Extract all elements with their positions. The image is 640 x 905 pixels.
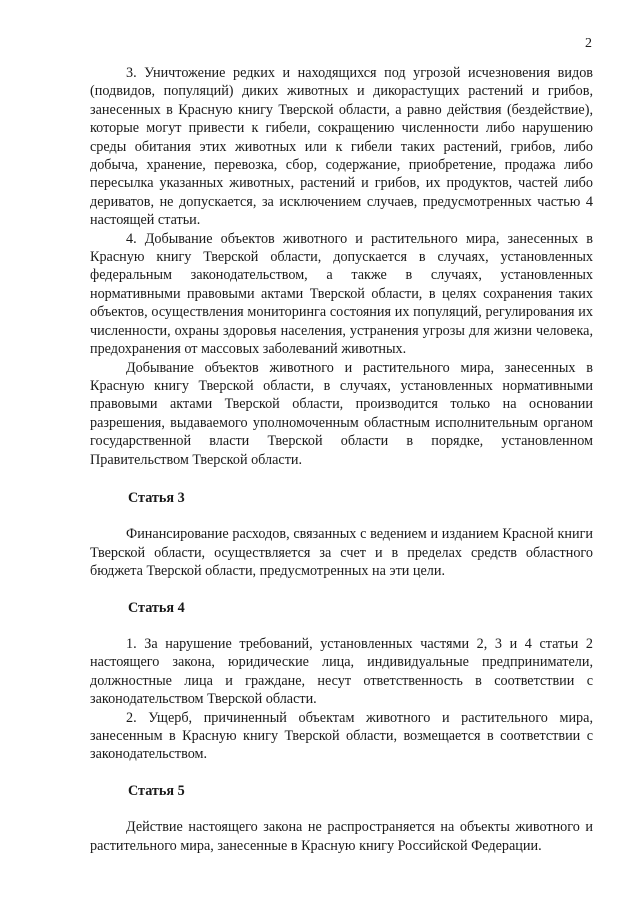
article-4-heading: Статья 4 (128, 599, 185, 616)
paragraph-3-1: Финансирование расходов, связанных с ведением и изданием Красной книги Тверской области, осуществляется за счет и в пределах средств областного бюджета Тверской области, предусмотренных на эти цели. (90, 526, 593, 580)
paragraph-2-4: 4. Добывание объектов животного и растительного мира, занесенных в Красную книгу Тверской области, допускается в случаях, установленных федеральным законодательством, а также в случаях, установленных нормативными правовыми актами Тверской области, в целях сохранения таких объектов, осуществления мониторинга состояния их популяций, регулирования их численности, охраны здоровья населения, устранения угрозы для жизни человека, предохранения от массовых заболеваний животных. (90, 230, 593, 358)
document-body (90, 64, 593, 855)
paragraph-4-1: 1. За нарушение требований, установленных частями 2, 3 и 4 статьи 2 настоящего закона, юридические лица, индивидуальные предприниматели, должностные лица и граждане, несут ответственность в соответствии с законодательством Тверской области. (90, 635, 593, 708)
article-3-heading: Статья 3 (128, 489, 185, 506)
paragraph-2-4-b: Добывание объектов животного и растительного мира, занесенных в Красную книгу Тверской области, в случаях, установленных нормативными правовыми актами Тверской области, производится только на основании разрешения, выдаваемого уполномоченным областным исполнительным органом государственной власти Тверской области в порядке, установленном Правительством Тверской области. (90, 359, 593, 468)
paragraph-5-1: Действие настоящего закона не распространяется на объекты животного и растительного мира, занесенные в Красную книгу Российской Федерации. (90, 819, 593, 854)
article-5-heading: Статья 5 (128, 782, 185, 799)
paragraph-2-3: 3. Уничтожение редких и находящихся под угрозой исчезновения видов (подвидов, популяций) диких животных и дикорастущих растений и грибов, занесенных в Красную книгу Тверской области, а равно действия (бездействие), которые могут привести к гибели, сокращению численности либо нарушению среды обитания этих животных или к гибели таких растений, грибов, либо добыча, хранение, перевозка, сбор, содержание, приобретение, продажа либо пересылка указанных животных, растений и грибов, их продуктов, частей либо дериватов, не допускается, за исключением случаев, предусмотренных частью 4 настоящей статьи. (90, 65, 593, 229)
article-4 (90, 599, 593, 764)
article-5 (90, 782, 593, 855)
article-3 (90, 489, 593, 581)
article-2-continued (90, 64, 593, 469)
page-number: 2 (585, 36, 592, 51)
paragraph-4-2: 2. Ущерб, причиненный объектам животного и растительного мира, занесенным в Красную книгу Тверской области, возмещается в соответствии с законодательством. (90, 709, 593, 763)
